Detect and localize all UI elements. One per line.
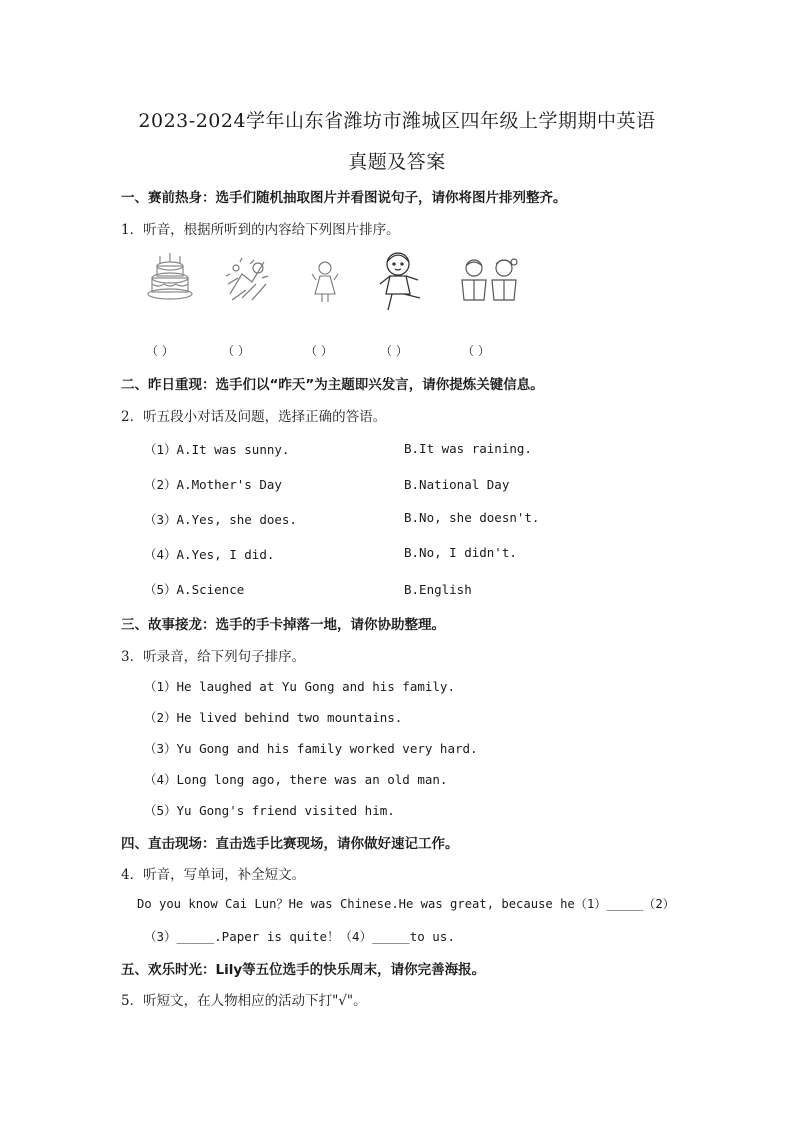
sentence-item: （4）Long long ago, there was an old man. bbox=[144, 772, 448, 787]
option-b: B.National Day bbox=[404, 477, 510, 492]
fireworks-icon bbox=[222, 254, 272, 304]
page-title: 2023-2024学年山东省潍坊市潍城区四年级上学期期中英语 bbox=[138, 110, 656, 132]
answer-paren-2[interactable]: （ ） bbox=[222, 344, 250, 358]
option-row-4-a bbox=[144, 545, 274, 563]
sentence-item: （1）He laughed at Yu Gong and his family. bbox=[144, 679, 455, 694]
item-num: （2） bbox=[144, 477, 177, 492]
option-a: A.It was sunny. bbox=[176, 442, 290, 457]
answer-paren-5[interactable]: （ ） bbox=[462, 344, 490, 358]
section-1-heading: 一、赛前热身：选手们随机抽取图片并看图说句子，请你将图片排列整齐。 bbox=[121, 190, 567, 206]
item-num: （5） bbox=[144, 582, 177, 597]
sentence-item: （5）Yu Gong's friend visited him. bbox=[144, 803, 395, 818]
section-2-heading: 二、昨日重现：选手们以“昨天”为主题即兴发言，请你提炼关键信息。 bbox=[121, 377, 544, 393]
birthday-cake-icon bbox=[146, 250, 194, 306]
page-title-line2: 真题及答案 bbox=[348, 151, 446, 173]
dancing-girl-icon bbox=[370, 250, 426, 316]
option-row-1-a bbox=[144, 440, 289, 458]
children-reading-icon bbox=[454, 256, 526, 306]
option-a: A.Science bbox=[176, 582, 245, 597]
answer-paren-3[interactable]: （ ） bbox=[305, 344, 333, 358]
sentence-item: （3）Yu Gong and his family worked very hard. bbox=[144, 741, 478, 756]
option-a: A.Yes, she does. bbox=[176, 512, 297, 527]
question-1: 1．听音，根据所听到的内容给下列图片排序。 bbox=[121, 222, 400, 238]
option-b: B.No, she doesn't. bbox=[404, 510, 540, 525]
question-5: 5．听短文，在人物相应的活动下打"√"。 bbox=[121, 993, 367, 1009]
option-b: B.English bbox=[404, 582, 472, 597]
question-4: 4．听音，写单词，补全短文。 bbox=[121, 867, 306, 883]
option-a: A.Yes, I did. bbox=[176, 547, 275, 562]
passage-line-2: （3）_____.Paper is quite！（4）_____to us. bbox=[144, 929, 455, 944]
section-4-heading: 四、直击现场：直击选手比赛现场，请你做好速记工作。 bbox=[121, 836, 459, 852]
answer-paren-1[interactable]: （ ） bbox=[146, 344, 174, 358]
question-2: 2．听五段小对话及问题，选择正确的答语。 bbox=[121, 409, 387, 425]
item-num: （1） bbox=[144, 442, 177, 457]
item-num: （3） bbox=[144, 512, 177, 527]
section-5-heading: 五、欢乐时光：Lily等五位选手的快乐周末，请你完善海报。 bbox=[121, 962, 486, 978]
option-b: B.It was raining. bbox=[404, 441, 532, 456]
question-3: 3．听录音，给下列句子排序。 bbox=[121, 649, 306, 665]
section-3-heading: 三、故事接龙：选手的手卡掉落一地，请你协助整理。 bbox=[121, 617, 445, 633]
option-row-2-a bbox=[144, 475, 282, 493]
option-a: A.Mother's Day bbox=[176, 477, 282, 492]
option-row-3-a bbox=[144, 510, 297, 528]
girl-icon bbox=[310, 258, 340, 304]
option-row-5-a bbox=[144, 580, 244, 598]
passage-line-1: Do you know Cai Lun？He was Chinese.He was great, because he（1）_____（2） bbox=[137, 897, 675, 911]
option-b: B.No, I didn't. bbox=[404, 545, 517, 560]
item-num: （4） bbox=[144, 547, 177, 562]
answer-paren-4[interactable]: （ ） bbox=[380, 344, 408, 358]
sentence-item: （2）He lived behind two mountains. bbox=[144, 710, 403, 725]
